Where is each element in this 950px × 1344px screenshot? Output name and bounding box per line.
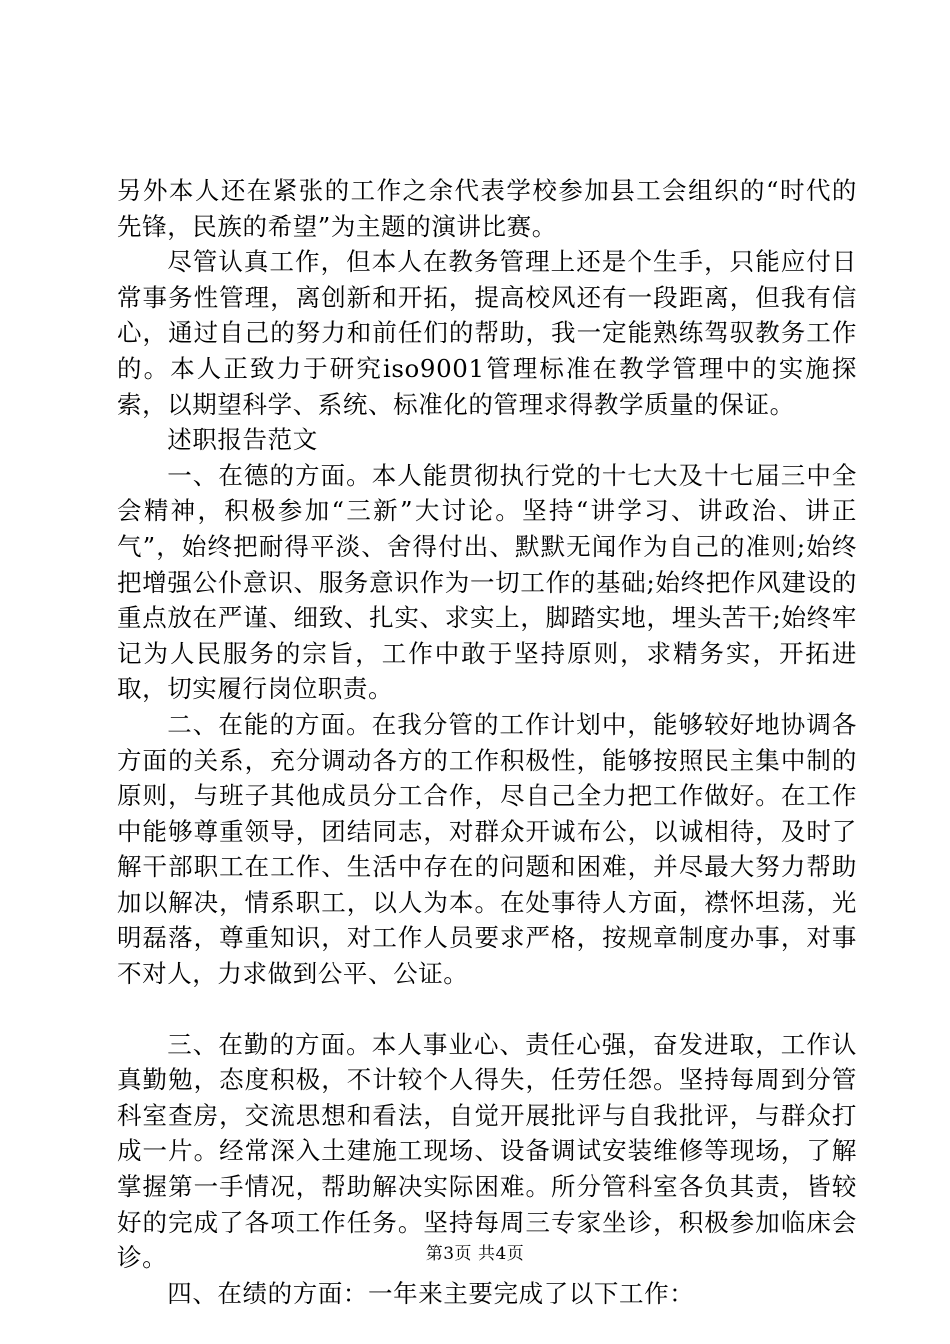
paragraph-continuation: 另外本人还在紧张的工作之余代表学校参加县工会组织的“时代的先锋，民族的希望”为主题的演讲比赛。 bbox=[117, 176, 857, 241]
paragraph-ability: 二、在能的方面。在我分管的工作计划中，能够较好地协调各方面的关系，充分调动各方的工作积极性，能够按照民主集中制的原则，与班子其他成员分工合作，尽自己全力把工作做好。在工作中能够尊重领导，团结同志，对群众开诚布公，以诚相待，及时了解干部职工在工作、生活中存在的问题和困难，并尽最大努力帮助加以解决，情系职工，以人为本。在处事待人方面，襟怀坦荡，光明磊落，尊重知识，对工作人员要求严格，按规章制度办事，对事不对人，力求做到公平、公证。 bbox=[117, 709, 857, 989]
document-body bbox=[117, 173, 857, 1311]
paragraph-work-reflection: 尽管认真工作，但本人在教务管理上还是个生手，只能应付日常事务性管理，离创新和开拓，提高校风还有一段距离，但我有信心，通过自己的努力和前任们的帮助，我一定能熟练驾驭教务工作的。本人正致力于研究iso9001管理标准在教学管理中的实施探索，以期望科学、系统、标准化的管理求得教学质量的保证。 bbox=[117, 247, 857, 419]
paragraph-gap bbox=[117, 992, 857, 1027]
section-heading: 述职报告范文 bbox=[167, 425, 318, 455]
paragraph-morality: 一、在德的方面。本人能贯彻执行党的十七大及十七届三中全会精神，积极参加“三新”大讨论。坚持“讲学习、讲政治、讲正气”，始终把耐得平淡、舍得付出、默默无闻作为自己的准则;始终把增强公仆意识、服务意识作为一切工作的基础;始终把作风建设的重点放在严谨、细致、扎实、求实上，脚踏实地，埋头苦干;始终牢记为人民服务的宗旨，工作中敢于坚持原则，求精务实，开拓进取，切实履行岗位职责。 bbox=[117, 460, 857, 704]
paragraph-diligence: 三、在勤的方面。本人事业心、责任心强，奋发进取，工作认真勤勉，态度积极，不计较个人得失，任劳任怨。坚持每周到分管科室查房，交流思想和看法，自觉开展批评与自我批评，与群众打成一片。经常深入土建施工现场、设备调试安装维修等现场，了解掌握第一手情况，帮助解决实际困难。所分管科室各负其责，皆较好的完成了各项工作任务。坚持每周三专家坐诊，积极参加临床会诊。 bbox=[117, 1029, 857, 1273]
paragraph-achievement: 四、在绩的方面：一年来主要完成了以下工作： bbox=[167, 1278, 695, 1308]
page-footer: 第3页 共4页 bbox=[425, 1244, 525, 1264]
